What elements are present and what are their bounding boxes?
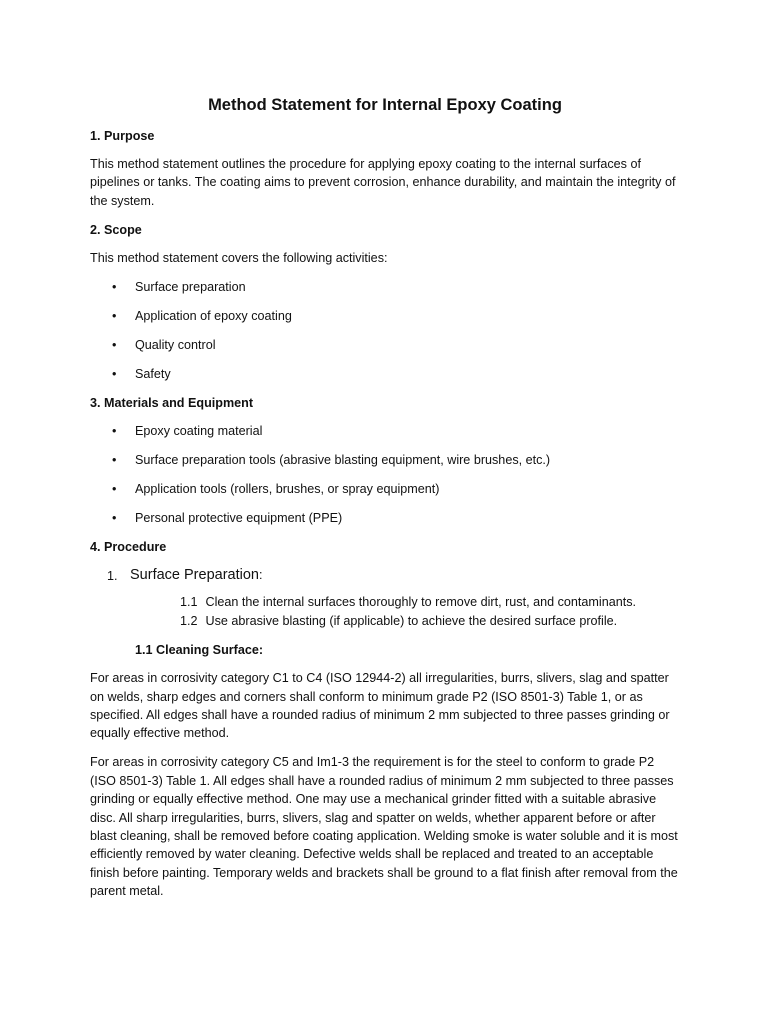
list-item: 1.2 Use abrasive blasting (if applicable) to achieve the desired surface profile. bbox=[180, 614, 618, 629]
step-title: Surface Preparation bbox=[130, 566, 259, 583]
list-item: 1.1 Clean the internal surfaces thoroughly to remove dirt, rust, and contaminants. bbox=[180, 595, 637, 610]
list-item: • Epoxy coating material bbox=[90, 422, 680, 440]
purpose-heading: 1. Purpose bbox=[90, 129, 155, 143]
cleaning-surface-heading: 1.1 Cleaning Surface: bbox=[135, 643, 264, 658]
materials-heading: 3. Materials and Equipment bbox=[90, 395, 254, 410]
cleaning-paragraph-2: For areas in corrosivity category C5 and Im1-3 the requirement is for the steel to conform to grade P2 (ISO 8501-3) Table 1. All edges shall have a rounded radius of minimum 2 mm subjected to three passes grinding or equally effective method. One may use a mechanical grinder fitted with a suitable abrasive disc. All sharp irregularities, burrs, slivers, slag and spatter on welds, whether apparent before or after blast cleaning, shall be removed before coating application. Welding smoke is water soluble and it is most efficiently removed by water cleaning. Defective welds shall be replaced and treated to an acceptable finish before painting. Temporary welds and brackets shall be ground to a flat finish after removal from the parent metal. bbox=[90, 755, 678, 899]
bullet-icon: • bbox=[112, 510, 117, 525]
list-item: • Application tools (rollers, brushes, or spray equipment) bbox=[90, 480, 680, 498]
cleaning-paragraph-1: For areas in corrosivity category C1 to C4 (ISO 12944-2) all irregularities, burrs, slivers, slag and spatter on welds, sharp edges and corners shall conform to minimum grade P2 (ISO 8501-3) Table 1, or as specified. All edges shall have a rounded radius of minimum 2 mm subjected to three passes grinding or equally effective method. bbox=[90, 671, 670, 741]
document-body bbox=[90, 94, 680, 911]
scope-heading: 2. Scope bbox=[90, 222, 142, 237]
procedure-heading: 4. Procedure bbox=[90, 539, 167, 554]
materials-list bbox=[90, 422, 680, 527]
surface-prep-subitems bbox=[180, 593, 680, 631]
bullet-icon: • bbox=[112, 279, 117, 294]
list-item: • Surface preparation tools (abrasive blasting equipment, wire brushes, etc.) bbox=[90, 451, 680, 469]
bullet-icon: • bbox=[112, 481, 117, 496]
scope-intro: This method statement covers the following activities: bbox=[90, 250, 388, 265]
bullet-icon: • bbox=[112, 337, 117, 352]
bullet-icon: • bbox=[112, 452, 117, 467]
bullet-icon: • bbox=[112, 366, 117, 381]
procedure-list bbox=[90, 566, 680, 584]
step-number: 1. bbox=[107, 568, 118, 583]
bullet-icon: • bbox=[112, 423, 117, 438]
bullet-icon: • bbox=[112, 308, 117, 323]
list-item: • Surface preparation bbox=[90, 278, 680, 296]
list-item: • Quality control bbox=[90, 336, 680, 354]
procedure-step bbox=[90, 566, 680, 584]
step-title-suffix: : bbox=[258, 567, 263, 582]
list-item: • Personal protective equipment (PPE) bbox=[90, 509, 680, 527]
list-item: • Safety bbox=[90, 365, 680, 383]
list-item: • Application of epoxy coating bbox=[90, 307, 680, 325]
purpose-text: This method statement outlines the procedure for applying epoxy coating to the internal surfaces of pipelines or tanks. The coating aims to prevent corrosion, enhance durability, and maintain the integrity of the system. bbox=[90, 157, 676, 208]
document-title: Method Statement for Internal Epoxy Coating bbox=[208, 96, 562, 114]
scope-list bbox=[90, 278, 680, 383]
